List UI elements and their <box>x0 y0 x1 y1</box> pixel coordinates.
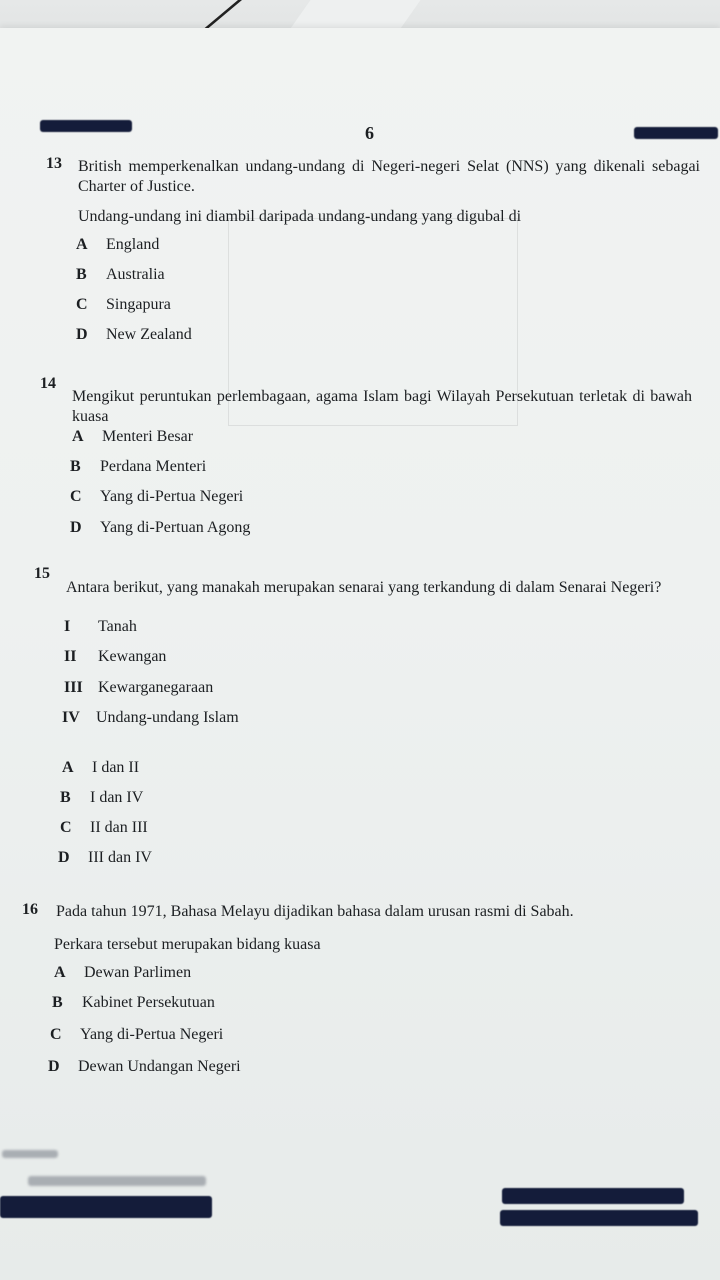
option-text: Perdana Menteri <box>100 458 207 475</box>
option-letter: B <box>60 789 71 806</box>
option-d[interactable] <box>48 1057 241 1077</box>
redacted-footer-right-top <box>502 1188 684 1204</box>
question-text: Antara berikut, yang manakah merupakan senarai yang terkandung di dalam Senarai Negeri? <box>66 579 662 596</box>
option-b[interactable] <box>52 993 215 1013</box>
option-letter: C <box>76 296 88 313</box>
question-number: 13 <box>46 155 62 172</box>
option-d[interactable] <box>76 325 192 345</box>
statement-text: Kewarganegaraan <box>98 679 214 696</box>
option-letter: D <box>76 326 88 343</box>
option-letter: B <box>70 458 81 475</box>
question-text: Mengikut peruntukan perlembagaan, agama Islam bagi Wilayah Persekutuan terletak di bawah kuasa <box>72 388 692 425</box>
option-text: I dan II <box>92 759 140 776</box>
option-a[interactable] <box>76 235 159 255</box>
option-letter: C <box>70 488 82 505</box>
question-number: 15 <box>34 565 50 582</box>
redacted-header-left <box>40 120 132 132</box>
option-letter: B <box>52 994 63 1011</box>
statement-text: Undang-undang Islam <box>96 709 239 726</box>
option-letter: A <box>76 236 88 253</box>
statement-numeral: IV <box>62 709 80 726</box>
option-text: Kabinet Persekutuan <box>82 994 215 1011</box>
option-c[interactable] <box>76 295 171 315</box>
option-text: I dan IV <box>90 789 144 806</box>
option-c[interactable] <box>50 1025 223 1045</box>
option-b[interactable] <box>70 457 206 477</box>
option-b[interactable] <box>60 788 143 808</box>
option-letter: C <box>60 819 72 836</box>
option-a[interactable] <box>72 427 193 447</box>
option-a[interactable] <box>54 963 191 983</box>
statement-iv <box>62 708 239 728</box>
statement-ii <box>64 647 166 667</box>
question-number: 14 <box>40 375 56 392</box>
option-text: Dewan Parlimen <box>84 964 192 981</box>
option-letter: A <box>54 964 66 981</box>
question-text: British memperkenalkan undang-undang di Negeri-negeri Selat (NNS) yang dikenali sebagai Charter of Justice. <box>78 158 700 195</box>
option-letter: A <box>72 428 84 445</box>
redacted-footer-left-light <box>28 1176 206 1186</box>
statement-iii <box>64 678 213 698</box>
option-letter: D <box>58 849 70 866</box>
redacted-header-right <box>634 127 718 139</box>
option-text: Australia <box>106 266 165 283</box>
option-text: Yang di-Pertua Negeri <box>100 488 244 505</box>
option-letter: A <box>62 759 74 776</box>
option-letter: B <box>76 266 87 283</box>
option-d[interactable] <box>58 848 152 868</box>
option-c[interactable] <box>70 487 243 507</box>
option-text: III dan IV <box>88 849 152 866</box>
question-stem: Undang-undang ini diambil daripada undang-undang yang digubal di <box>78 208 522 225</box>
question-number: 16 <box>22 901 38 918</box>
question-text: Pada tahun 1971, Bahasa Melayu dijadikan bahasa dalam urusan rasmi di Sabah. <box>56 903 574 920</box>
option-text: Yang di-Pertuan Agong <box>100 519 251 536</box>
redacted-footer-right-bottom <box>500 1210 698 1226</box>
statement-numeral: III <box>64 679 83 696</box>
option-text: II dan III <box>90 819 148 836</box>
redacted-footer-mark <box>2 1150 58 1158</box>
option-letter: D <box>48 1058 60 1075</box>
statement-numeral: I <box>64 618 71 635</box>
statement-numeral: II <box>64 648 77 665</box>
option-b[interactable] <box>76 265 165 285</box>
option-text: England <box>106 236 160 253</box>
option-d[interactable] <box>70 518 250 538</box>
option-letter: C <box>50 1026 62 1043</box>
statement-text: Kewangan <box>98 648 167 665</box>
redacted-footer-left <box>0 1196 212 1218</box>
option-text: Yang di-Pertua Negeri <box>80 1026 224 1043</box>
option-text: Singapura <box>106 296 171 313</box>
option-a[interactable] <box>62 758 139 778</box>
option-letter: D <box>70 519 82 536</box>
option-text: New Zealand <box>106 326 192 343</box>
statement-i <box>64 617 137 637</box>
statement-text: Tanah <box>98 618 137 635</box>
question-stem: Perkara tersebut merupakan bidang kuasa <box>54 936 321 953</box>
option-text: Dewan Undangan Negeri <box>78 1058 241 1075</box>
option-c[interactable] <box>60 818 148 838</box>
option-text: Menteri Besar <box>102 428 194 445</box>
page-number: 6 <box>365 123 374 143</box>
paper-corner <box>289 0 420 30</box>
